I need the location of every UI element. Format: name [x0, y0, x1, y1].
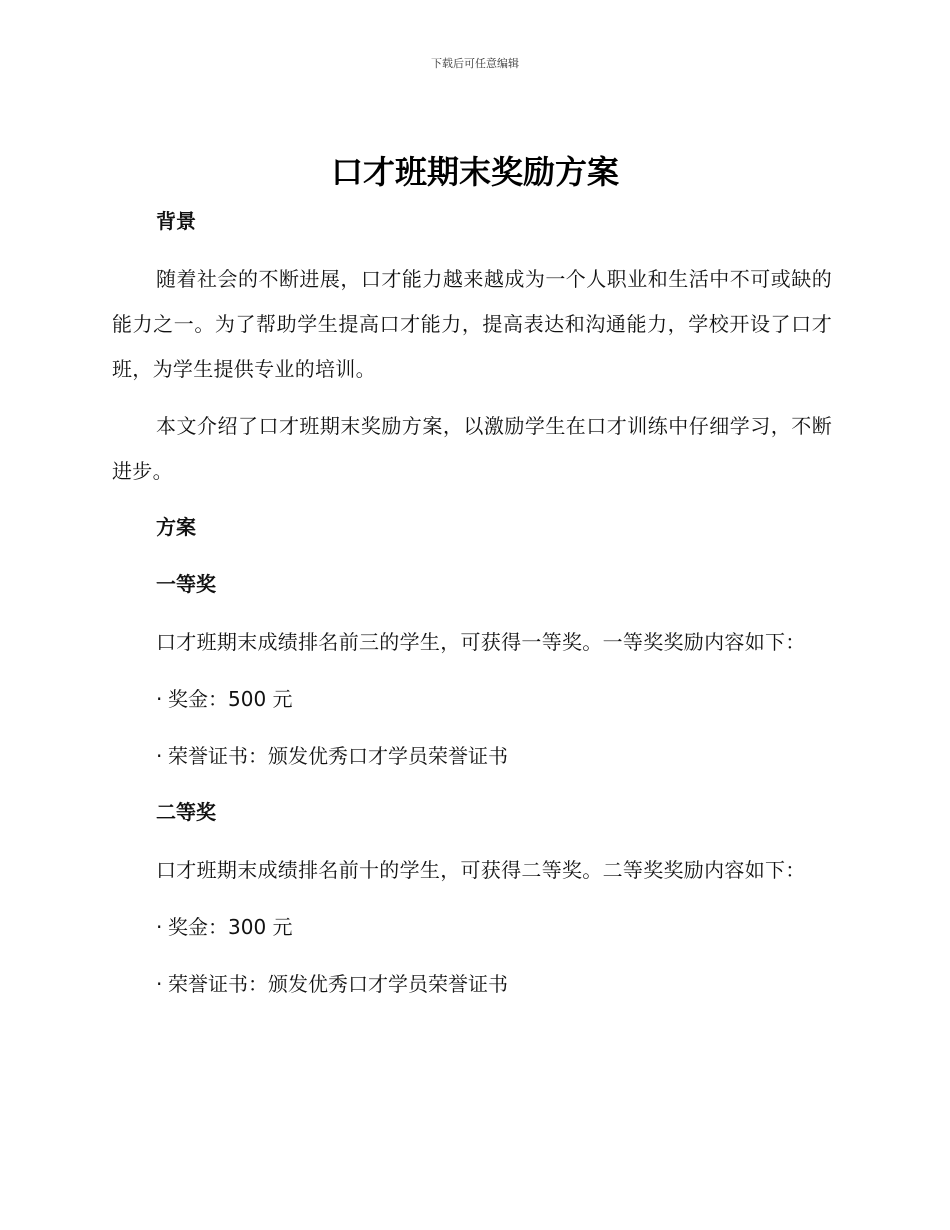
- second-prize-heading: 二等奖: [156, 800, 216, 824]
- first-prize-heading: 一等奖: [156, 572, 216, 596]
- background-paragraph-1: 随着社会的不断进展，口才能力越来越成为一个人职业和生活中不可或缺的能力之一。为了帮助学生提高口才能力，提高表达和沟通能力，学校开设了口才班，为学生提供专业的培训。: [112, 267, 832, 381]
- list-item: [112, 734, 832, 779]
- section-heading-plan: 方案: [156, 515, 196, 539]
- document-title: 口才班期末奖励方案: [330, 153, 619, 191]
- bullet-icon: ·: [156, 915, 163, 939]
- document-body: [112, 200, 832, 1019]
- page-header-note: 下载后可任意编辑: [431, 57, 519, 70]
- first-prize-bonus: 奖金：500 元: [168, 687, 293, 711]
- list-item: [112, 962, 832, 1007]
- bullet-icon: ·: [156, 687, 163, 711]
- first-prize-description: 口才班期末成绩排名前三的学生，可获得一等奖。一等奖奖励内容如下：: [156, 630, 806, 654]
- second-prize-certificate: 荣誉证书：颁发优秀口才学员荣誉证书: [168, 972, 508, 996]
- bullet-icon: ·: [156, 972, 163, 996]
- background-paragraph-2: 本文介绍了口才班期末奖励方案，以激励学生在口才训练中仔细学习，不断进步。: [112, 414, 832, 483]
- bullet-icon: ·: [156, 744, 163, 768]
- second-prize-description: 口才班期末成绩排名前十的学生，可获得二等奖。二等奖奖励内容如下：: [156, 858, 806, 882]
- list-item: [112, 905, 832, 950]
- first-prize-certificate: 荣誉证书：颁发优秀口才学员荣誉证书: [168, 744, 508, 768]
- section-heading-background: 背景: [156, 209, 196, 233]
- second-prize-bonus: 奖金：300 元: [168, 915, 293, 939]
- list-item: [112, 677, 832, 722]
